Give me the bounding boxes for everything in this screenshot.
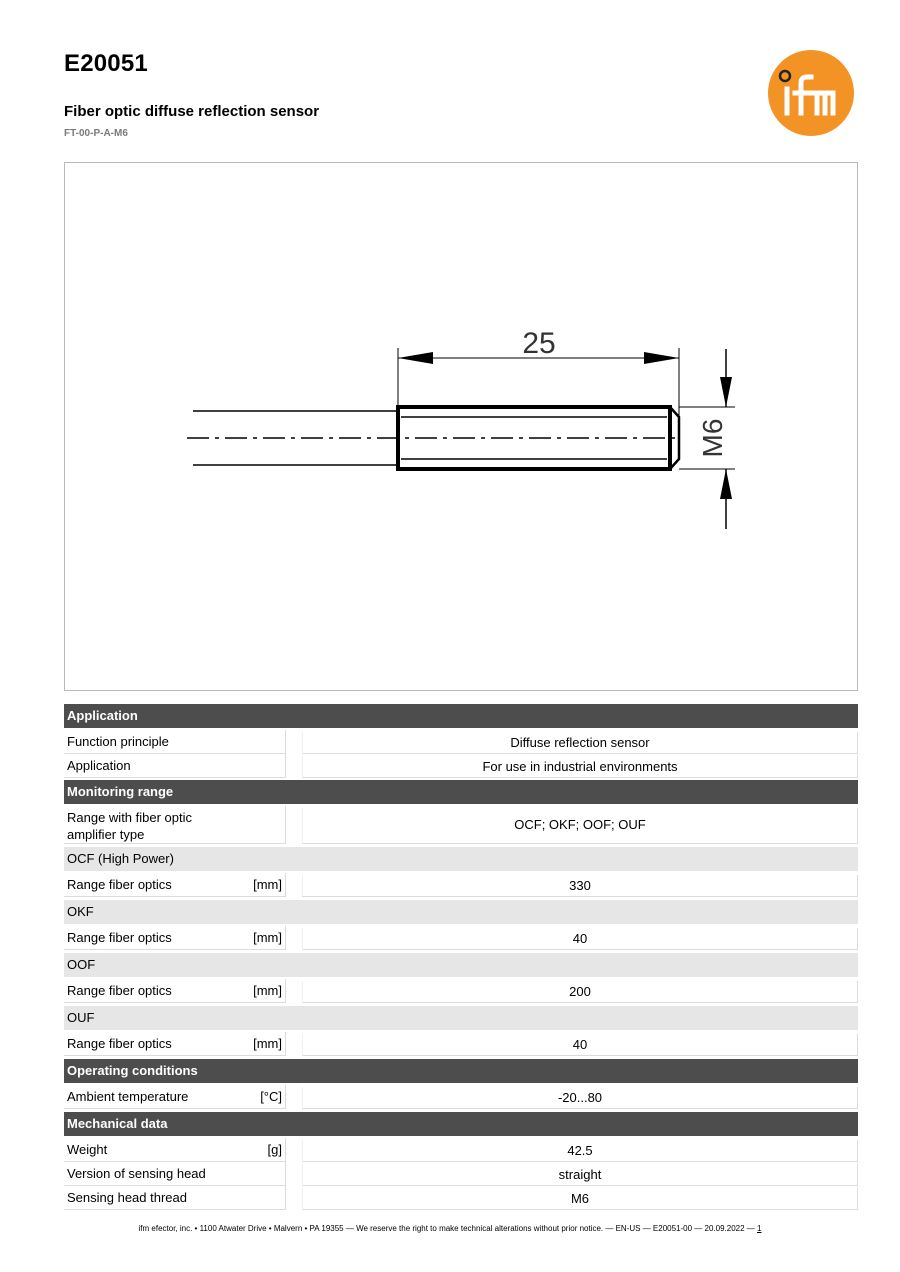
- section-operating-conditions: Operating conditions: [64, 1059, 858, 1083]
- product-title: E20051: [64, 50, 148, 77]
- row-unit: [°C]: [260, 1089, 282, 1104]
- section-monitoring-range: Monitoring range: [64, 780, 858, 804]
- subsection-okf: OKF: [64, 900, 858, 924]
- ifm-logo-icon: [767, 49, 855, 137]
- row-label: Ambient temperature [°C]: [64, 1085, 286, 1109]
- dimension-thread-label: M6: [697, 418, 728, 458]
- row-value: 40: [302, 1034, 858, 1056]
- section-application: Application: [64, 704, 858, 728]
- table-row: [64, 1085, 858, 1109]
- row-label: Range fiber optics [mm]: [64, 979, 286, 1003]
- row-label: Range fiber optics [mm]: [64, 1032, 286, 1056]
- subsection-ouf: OUF: [64, 1006, 858, 1030]
- row-label: Application: [64, 754, 286, 778]
- product-code: FT-00-P-A-M6: [64, 128, 128, 139]
- row-unit: [g]: [267, 1142, 282, 1157]
- row-value: M6: [302, 1188, 858, 1210]
- section-mechanical-data: Mechanical data: [64, 1112, 858, 1136]
- table-row: [64, 1138, 858, 1162]
- row-label: Range with fiber optic amplifier type: [64, 806, 286, 844]
- table-row: [64, 873, 858, 897]
- table-row: [64, 1186, 858, 1210]
- row-unit: [mm]: [253, 983, 282, 998]
- page-number: 1: [757, 1224, 762, 1233]
- row-label: Sensing head thread: [64, 1186, 286, 1210]
- subsection-ocf: OCF (High Power): [64, 847, 858, 871]
- table-row: [64, 754, 858, 778]
- row-label: Function principle: [64, 730, 286, 754]
- row-value: OCF; OKF; OOF; OUF: [302, 808, 858, 844]
- row-value: straight: [302, 1164, 858, 1186]
- row-label: Range fiber optics [mm]: [64, 926, 286, 950]
- table-row: [64, 979, 858, 1003]
- row-value: For use in industrial environments: [302, 756, 858, 778]
- dimension-drawing: [64, 162, 858, 691]
- table-row: [64, 926, 858, 950]
- page-footer: [0, 1224, 900, 1233]
- table-row: [64, 1032, 858, 1056]
- row-label: Weight [g]: [64, 1138, 286, 1162]
- row-value: 40: [302, 928, 858, 950]
- row-unit: [mm]: [253, 1036, 282, 1051]
- table-row: [64, 806, 858, 844]
- table-row: [64, 730, 858, 754]
- dimension-length-label: 25: [522, 327, 556, 360]
- row-value: -20...80: [302, 1087, 858, 1109]
- row-value: 200: [302, 981, 858, 1003]
- row-value: 330: [302, 875, 858, 897]
- row-value: Diffuse reflection sensor: [302, 732, 858, 754]
- row-label: Range fiber optics [mm]: [64, 873, 286, 897]
- row-unit: [mm]: [253, 930, 282, 945]
- row-value: 42.5: [302, 1140, 858, 1162]
- table-row: [64, 1162, 858, 1186]
- row-unit: [mm]: [253, 877, 282, 892]
- subsection-oof: OOF: [64, 953, 858, 977]
- footer-text: ifm efector, inc. • 1100 Atwater Drive • Malvern • PA 19355 — We reserve the right to make technical alterations without prior notice. — EN-US — E20051-00 — 20.09.2022 —: [138, 1224, 755, 1233]
- product-subtitle: Fiber optic diffuse reflection sensor: [64, 103, 320, 120]
- spec-table: [64, 704, 858, 1210]
- row-label: Version of sensing head: [64, 1162, 286, 1186]
